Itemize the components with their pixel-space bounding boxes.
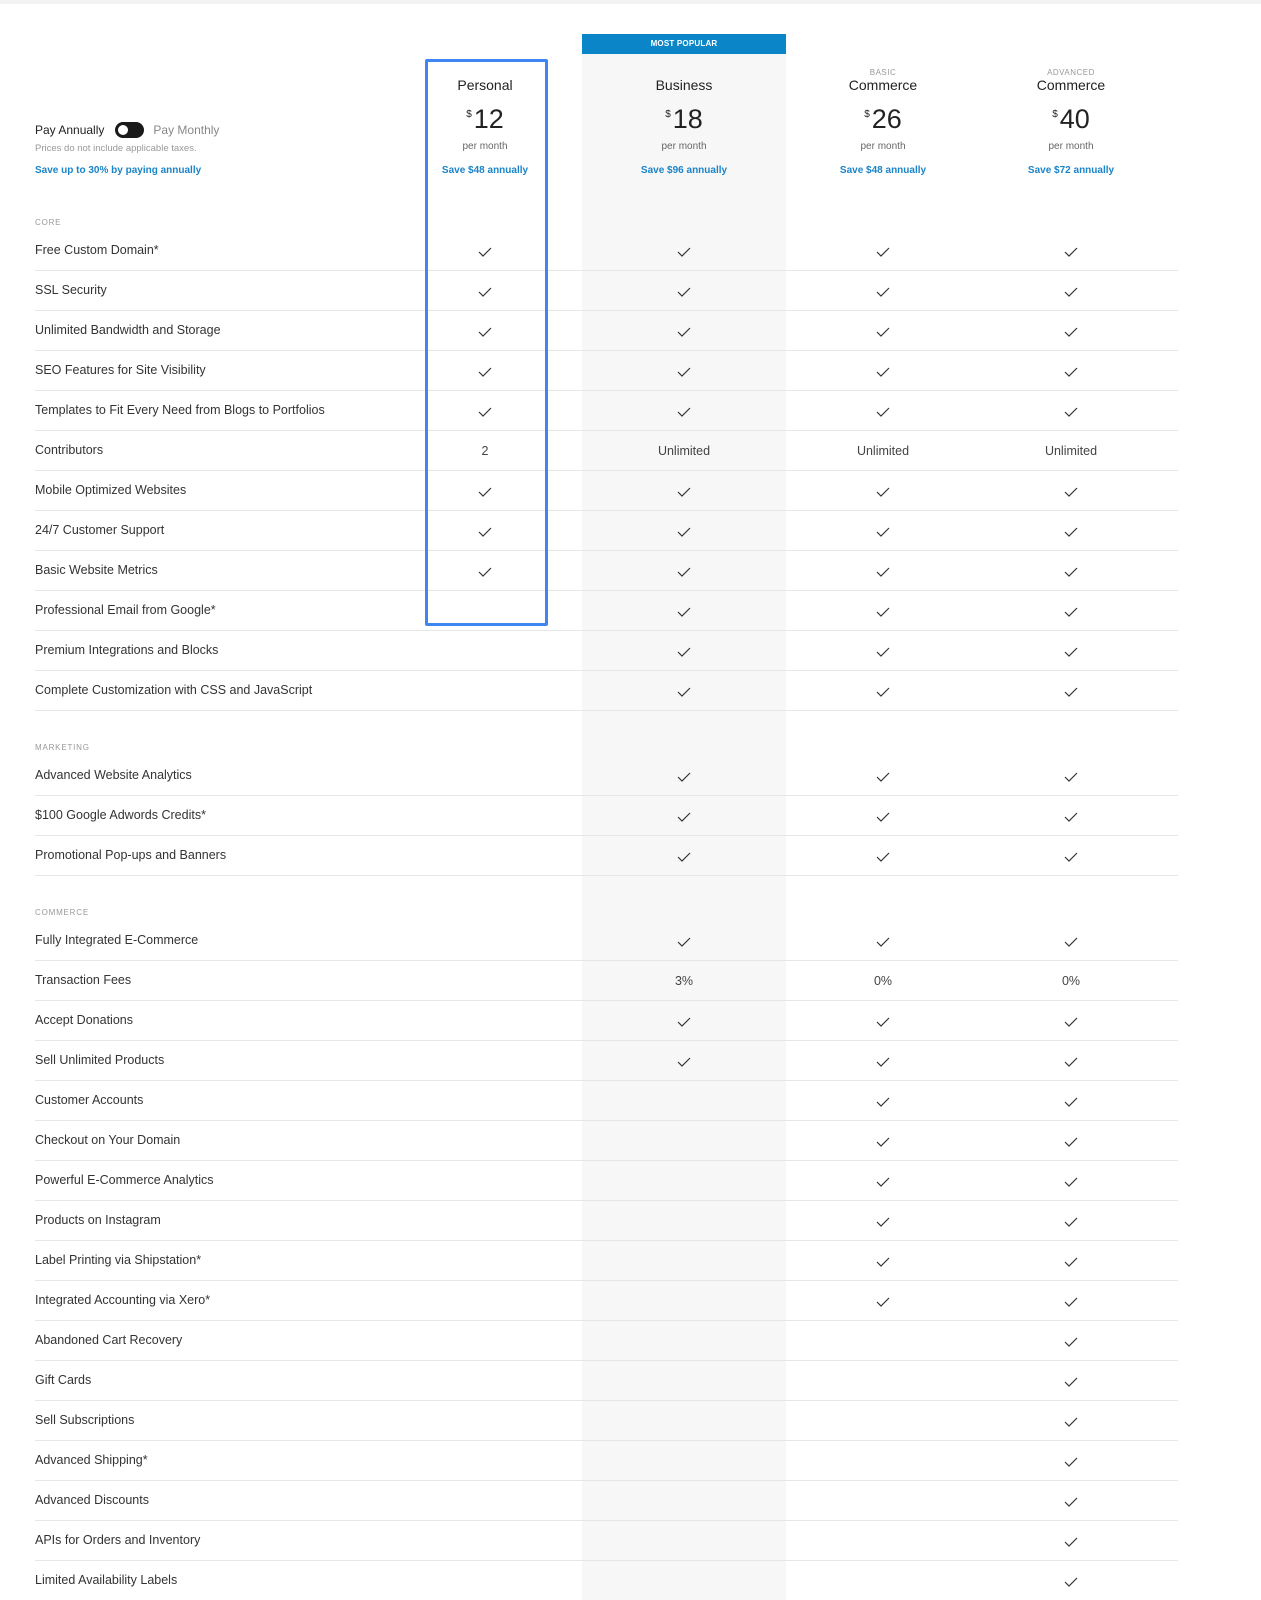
feature-cell (1016, 1041, 1126, 1081)
check-icon (1064, 327, 1078, 337)
section-label-commerce: COMMERCE (35, 908, 89, 917)
check-icon (1064, 1497, 1078, 1507)
feature-name: Abandoned Cart Recovery (35, 1333, 183, 1347)
feature-row (35, 1041, 1178, 1081)
feature-cell (828, 311, 938, 351)
feature-name: APIs for Orders and Inventory (35, 1533, 201, 1547)
check-icon (677, 687, 691, 697)
feature-cell (828, 631, 938, 671)
check-icon (1064, 1457, 1078, 1467)
feature-row (35, 351, 1178, 391)
feature-cell: 0% (873, 974, 893, 988)
currency-symbol: $ (466, 109, 472, 120)
check-icon (876, 327, 890, 337)
check-icon (876, 407, 890, 417)
check-icon (1064, 1177, 1078, 1187)
personal-plan-highlight (425, 59, 548, 626)
plan-billing-period: per month (462, 141, 508, 152)
check-icon (1064, 1417, 1078, 1427)
feature-cell (629, 836, 739, 876)
feature-name: Free Custom Domain* (35, 243, 159, 257)
check-icon (876, 1257, 890, 1267)
check-icon (876, 487, 890, 497)
feature-cell (828, 1121, 938, 1161)
feature-cell (1016, 511, 1126, 551)
check-icon (1064, 487, 1078, 497)
feature-row (35, 1321, 1178, 1361)
check-icon (1064, 1337, 1078, 1347)
plan-price: $18 (665, 104, 703, 134)
feature-cell (828, 351, 938, 391)
feature-cell (629, 671, 739, 711)
check-icon (677, 812, 691, 822)
feature-name: Label Printing via Shipstation* (35, 1253, 202, 1267)
feature-cell (1016, 591, 1126, 631)
feature-cell (1016, 1441, 1126, 1481)
check-icon (1064, 1017, 1078, 1027)
pay-annually-label[interactable]: Pay Annually (35, 123, 105, 137)
check-icon (1064, 1057, 1078, 1067)
check-icon (677, 527, 691, 537)
feature-name: Sell Unlimited Products (35, 1053, 165, 1067)
check-icon (1064, 407, 1078, 417)
plan-savings: Save $72 annually (1027, 165, 1115, 176)
check-icon (677, 1057, 691, 1067)
feature-cell (629, 471, 739, 511)
check-icon (677, 327, 691, 337)
feature-row (35, 921, 1178, 961)
check-icon (1064, 1537, 1078, 1547)
check-icon (1064, 687, 1078, 697)
feature-row (35, 1281, 1178, 1321)
billing-toggle-area (35, 121, 219, 176)
feature-cell (1016, 1121, 1126, 1161)
feature-cell: 0% (1061, 974, 1081, 988)
feature-name: Powerful E-Commerce Analytics (35, 1173, 214, 1187)
check-icon (876, 527, 890, 537)
plan-name: Personal (457, 77, 513, 93)
check-icon (876, 647, 890, 657)
feature-name: Advanced Shipping* (35, 1453, 148, 1467)
check-icon (876, 937, 890, 947)
plan-billing-period: per month (1048, 141, 1094, 152)
feature-cell (629, 511, 739, 551)
feature-cell (828, 1081, 938, 1121)
feature-cell (629, 796, 739, 836)
currency-symbol: $ (864, 109, 870, 120)
feature-cell (828, 271, 938, 311)
feature-cell (1016, 271, 1126, 311)
feature-name: Advanced Website Analytics (35, 768, 192, 782)
feature-name: Limited Availability Labels (35, 1573, 178, 1587)
feature-name: Integrated Accounting via Xero* (35, 1293, 211, 1307)
check-icon (677, 367, 691, 377)
feature-name: Professional Email from Google* (35, 603, 216, 617)
check-icon (1064, 647, 1078, 657)
feature-cell (629, 591, 739, 631)
feature-name: Contributors (35, 443, 104, 457)
check-icon (1064, 1217, 1078, 1227)
check-icon (677, 407, 691, 417)
billing-toggle-switch[interactable] (115, 122, 144, 138)
feature-row (35, 836, 1178, 876)
currency-symbol: $ (1052, 109, 1058, 120)
check-icon (876, 852, 890, 862)
feature-row (35, 1361, 1178, 1401)
feature-cell (1016, 1361, 1126, 1401)
plan-savings: Save $48 annually (839, 165, 927, 176)
feature-cell (828, 551, 938, 591)
feature-row (35, 756, 1178, 796)
check-icon (677, 247, 691, 257)
feature-cell (1016, 836, 1126, 876)
feature-row (35, 1401, 1178, 1441)
feature-cell (1016, 1481, 1126, 1521)
feature-name: Unlimited Bandwidth and Storage (35, 323, 221, 337)
check-icon (677, 607, 691, 617)
feature-cell: Unlimited (657, 444, 711, 458)
section-label-core: CORE (35, 218, 62, 227)
check-icon (876, 247, 890, 257)
feature-cell (828, 1001, 938, 1041)
check-icon (1064, 1137, 1078, 1147)
feature-cell: 3% (674, 974, 694, 988)
feature-cell (828, 1161, 938, 1201)
feature-row (35, 551, 1178, 591)
feature-cell (828, 756, 938, 796)
feature-name: Customer Accounts (35, 1093, 144, 1107)
check-icon (876, 1057, 890, 1067)
check-icon (1064, 247, 1078, 257)
feature-row (35, 1201, 1178, 1241)
feature-row (35, 311, 1178, 351)
feature-cell (1016, 921, 1126, 961)
check-icon (677, 852, 691, 862)
feature-cell (1016, 1081, 1126, 1121)
plan-price: $40 (1052, 104, 1090, 134)
feature-cell (1016, 1401, 1126, 1441)
feature-row (35, 591, 1178, 631)
feature-name: Basic Website Metrics (35, 563, 158, 577)
feature-cell (1016, 351, 1126, 391)
feature-cell (1016, 1201, 1126, 1241)
feature-cell (629, 1041, 739, 1081)
check-icon (1064, 527, 1078, 537)
feature-row (35, 961, 1178, 1001)
check-icon (876, 567, 890, 577)
feature-cell (1016, 1561, 1126, 1600)
save-note: Save up to 30% by paying annually (35, 165, 202, 176)
feature-row (35, 471, 1178, 511)
feature-name: 24/7 Customer Support (35, 523, 165, 537)
feature-name: SSL Security (35, 283, 107, 297)
feature-row (35, 671, 1178, 711)
feature-cell (629, 311, 739, 351)
feature-row (35, 1241, 1178, 1281)
feature-cell (828, 1281, 938, 1321)
feature-cell (828, 671, 938, 711)
feature-cell (629, 631, 739, 671)
check-icon (1064, 607, 1078, 617)
feature-row (35, 271, 1178, 311)
check-icon (1064, 1377, 1078, 1387)
feature-name: SEO Features for Site Visibility (35, 363, 206, 377)
feature-cell (629, 351, 739, 391)
feature-name: $100 Google Adwords Credits* (35, 808, 206, 822)
feature-name: Accept Donations (35, 1013, 133, 1027)
check-icon (1064, 812, 1078, 822)
feature-name: Gift Cards (35, 1373, 92, 1387)
feature-name: Checkout on Your Domain (35, 1133, 181, 1147)
check-icon (1064, 1097, 1078, 1107)
feature-cell: 2 (481, 444, 489, 458)
feature-name: Advanced Discounts (35, 1493, 149, 1507)
feature-row (35, 511, 1178, 551)
check-icon (1064, 287, 1078, 297)
check-icon (876, 1177, 890, 1187)
check-icon (876, 367, 890, 377)
check-icon (677, 937, 691, 947)
feature-row (35, 1441, 1178, 1481)
check-icon (1064, 1577, 1078, 1587)
feature-name: Products on Instagram (35, 1213, 161, 1227)
check-icon (677, 647, 691, 657)
feature-cell (828, 471, 938, 511)
check-icon (677, 287, 691, 297)
section-label-marketing: MARKETING (35, 743, 90, 752)
check-icon (1064, 367, 1078, 377)
check-icon (677, 487, 691, 497)
plan-savings: Save $48 annually (441, 165, 529, 176)
feature-row (35, 431, 1178, 471)
feature-cell (629, 551, 739, 591)
feature-name: Fully Integrated E-Commerce (35, 933, 199, 947)
plan-tier-label: ADVANCED (1047, 68, 1095, 77)
check-icon (1064, 567, 1078, 577)
feature-row (35, 1561, 1178, 1600)
feature-cell (828, 231, 938, 271)
feature-cell (828, 836, 938, 876)
check-icon (1064, 1257, 1078, 1267)
feature-cell (1016, 231, 1126, 271)
check-icon (876, 812, 890, 822)
feature-cell (1016, 671, 1126, 711)
feature-cell (629, 391, 739, 431)
feature-cell (1016, 391, 1126, 431)
toggle-knob (118, 125, 128, 135)
plan-billing-period: per month (860, 141, 906, 152)
feature-name: Transaction Fees (35, 973, 132, 987)
pay-monthly-label[interactable]: Pay Monthly (153, 123, 220, 137)
feature-name: Promotional Pop-ups and Banners (35, 848, 227, 862)
feature-cell (629, 756, 739, 796)
plan-price: $26 (864, 104, 902, 134)
feature-cell (828, 1201, 938, 1241)
feature-name: Mobile Optimized Websites (35, 483, 187, 497)
check-icon (1064, 937, 1078, 947)
check-icon (876, 607, 890, 617)
feature-cell (1016, 471, 1126, 511)
feature-cell (1016, 1161, 1126, 1201)
plan-savings: Save $96 annually (640, 165, 728, 176)
feature-cell (629, 921, 739, 961)
feature-cell (828, 796, 938, 836)
feature-row (35, 391, 1178, 431)
most-popular-banner: MOST POPULAR (582, 34, 786, 54)
feature-row (35, 1001, 1178, 1041)
feature-cell (1016, 756, 1126, 796)
check-icon (876, 287, 890, 297)
feature-cell (629, 231, 739, 271)
plan-price: $12 (466, 104, 504, 134)
check-icon (876, 1017, 890, 1027)
feature-row (35, 1481, 1178, 1521)
feature-cell (828, 511, 938, 551)
tax-note: Prices do not include applicable taxes. (35, 143, 197, 154)
feature-cell (629, 271, 739, 311)
check-icon (876, 1297, 890, 1307)
feature-cell: Unlimited (1044, 444, 1098, 458)
feature-cell (1016, 1521, 1126, 1561)
feature-cell (1016, 796, 1126, 836)
feature-cell (828, 591, 938, 631)
feature-cell (828, 391, 938, 431)
check-icon (876, 1137, 890, 1147)
feature-cell (828, 921, 938, 961)
feature-cell (1016, 551, 1126, 591)
plan-name: Business (655, 77, 713, 93)
check-icon (677, 1017, 691, 1027)
check-icon (876, 772, 890, 782)
feature-cell (828, 1041, 938, 1081)
feature-cell (1016, 311, 1126, 351)
top-strip (0, 0, 1261, 4)
check-icon (1064, 1297, 1078, 1307)
plan-tier-label: BASIC (869, 68, 897, 77)
check-icon (1064, 772, 1078, 782)
feature-cell (1016, 1321, 1126, 1361)
check-icon (677, 772, 691, 782)
check-icon (876, 687, 890, 697)
feature-name: Templates to Fit Every Need from Blogs to Portfolios (35, 403, 325, 417)
check-icon (876, 1217, 890, 1227)
feature-row (35, 1081, 1178, 1121)
feature-name: Premium Integrations and Blocks (35, 643, 219, 657)
feature-cell (828, 1241, 938, 1281)
feature-row (35, 1121, 1178, 1161)
feature-cell (1016, 631, 1126, 671)
check-icon (876, 1097, 890, 1107)
feature-cell (1016, 1281, 1126, 1321)
currency-symbol: $ (665, 109, 671, 120)
check-icon (677, 567, 691, 577)
feature-row (35, 1161, 1178, 1201)
feature-row (35, 631, 1178, 671)
feature-cell: Unlimited (856, 444, 910, 458)
feature-cell (1016, 1001, 1126, 1041)
feature-row (35, 231, 1178, 271)
check-icon (1064, 852, 1078, 862)
plan-name: Commerce (1036, 77, 1106, 93)
plan-billing-period: per month (661, 141, 707, 152)
feature-row (35, 1521, 1178, 1561)
feature-cell (1016, 1241, 1126, 1281)
feature-row (35, 796, 1178, 836)
feature-name: Complete Customization with CSS and JavaScript (35, 683, 313, 697)
plan-name: Commerce (848, 77, 918, 93)
feature-cell (629, 1001, 739, 1041)
feature-name: Sell Subscriptions (35, 1413, 135, 1427)
